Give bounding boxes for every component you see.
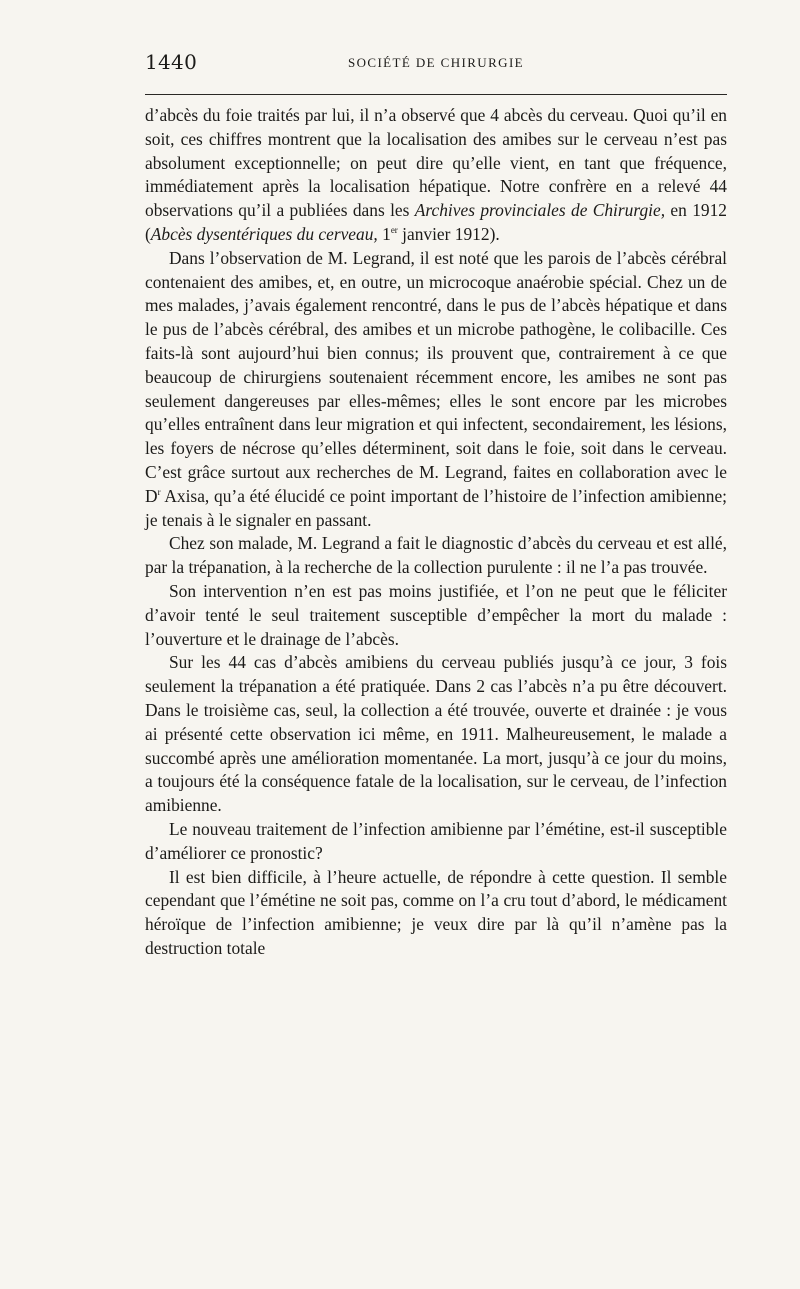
header-rule bbox=[145, 94, 727, 95]
body-text bbox=[145, 104, 727, 961]
paragraph-2-tail: Axisa, qu’a été élucidé ce point important de l’histoire de l’infection amibienne; je tenais à le signaler en passant. bbox=[145, 485, 727, 530]
paragraph-2-text: Dans l’observation de M. Legrand, il est noté que les parois de l’abcès cérébral contenaient des amibes, et, en outre, un microcoque anaérobie spécial. Chez un de mes malades, j’avais également rencontré, dans le pus de l’abcès hépatique et dans le pus de l’abcès cérébral, des amibes et un microbe pathogène, le colibacille. Ces faits-là sont aujourd’hui bien connus; ils prouvent que, contrairement à ce que beaucoup de chirurgiens soutenaient récemment encore, les amibes ne sont pas seulement dangereuses par elles-mêmes; elles le sont encore par les microbes qu’elles entraînent dans leur migration et qui infectent, secondairement, les lésions, les foyers de nécrose qu’elles déterminent, soit dans le foie, soit dans le cerveau. C’est grâce surtout aux recherches de M. Legrand, faites en collaboration avec le D bbox=[145, 247, 727, 506]
paragraph-1-text: d’abcès du foie traités par lui, il n’a observé que 4 abcès du cerveau. Quoi qu’il en soit, ces chiffres montrent que la localisation des amibes sur le cerveau n’est pas absolument exceptionnelle; on peut dire qu’elle vient, en tant que fréquence, immédiatement après la localisation hépatique. Notre confrère en a relevé 44 observations qu’il a publiées dans les bbox=[145, 105, 727, 221]
paragraph-1 bbox=[145, 104, 727, 247]
running-title: SOCIÉTÉ DE CHIRURGIE bbox=[347, 55, 525, 70]
paragraph-2 bbox=[145, 247, 727, 533]
page-number: 1440 bbox=[145, 50, 198, 74]
doctor-superscript: r bbox=[157, 486, 161, 497]
page-header bbox=[145, 50, 727, 80]
paragraph-3: Chez son malade, M. Legrand a fait le diagnostic d’abcès du cerveau et est allé, par la trépanation, à la recherche de la collection purulente : il ne l’a pas trouvée. bbox=[145, 533, 727, 578]
ordinal-superscript: er bbox=[390, 225, 398, 236]
paragraph-6: Le nouveau traitement de l’infection amibienne par l’émétine, est-il susceptible d’améliorer ce pronostic? bbox=[145, 818, 727, 863]
article-title: Abcès dysentériques du cerveau, bbox=[150, 223, 378, 244]
paragraph-1-date-rest: janvier 1912). bbox=[397, 223, 500, 244]
paragraph-5: Sur les 44 cas d’abcès amibiens du cerveau publiés jusqu’à ce jour, 3 fois seulement la trépanation a été pratiquée. Dans 2 cas l’abcès n’a pu être découvert. Dans le troisième cas, seul, la collection a été trouvée, ouverte et drainée : je vous ai présenté cette observation ici même, en 1911. Malheureusement, le malade a succombé après une amélioration momentanée. La mort, jusqu’à ce jour du moins, a toujours été la conséquence fatale de la localisation, sur le cerveau, de l’infection amibienne. bbox=[145, 652, 727, 816]
paragraph-4: Son intervention n’en est pas moins justifiée, et l’on ne peut que le féliciter d’avoir tenté le seul traitement susceptible d’empêcher la mort du malade : l’ouverture et le drainage de l’abcès. bbox=[145, 580, 727, 649]
paragraph-7: Il est bien difficile, à l’heure actuelle, de répondre à cette question. Il semble cependant que l’émétine ne soit pas, comme on l’a cru tout d’abord, le médicament héroïque de l’infection amibienne; je veux dire par là qu’il n’amène pas la destruction totale bbox=[145, 866, 727, 958]
paragraph-1-date-day: 1 bbox=[377, 223, 391, 244]
journal-title: Archives provinciales de Chirurgie, bbox=[414, 200, 666, 221]
paragraph-1-year: en 1912 ( bbox=[145, 200, 727, 244]
